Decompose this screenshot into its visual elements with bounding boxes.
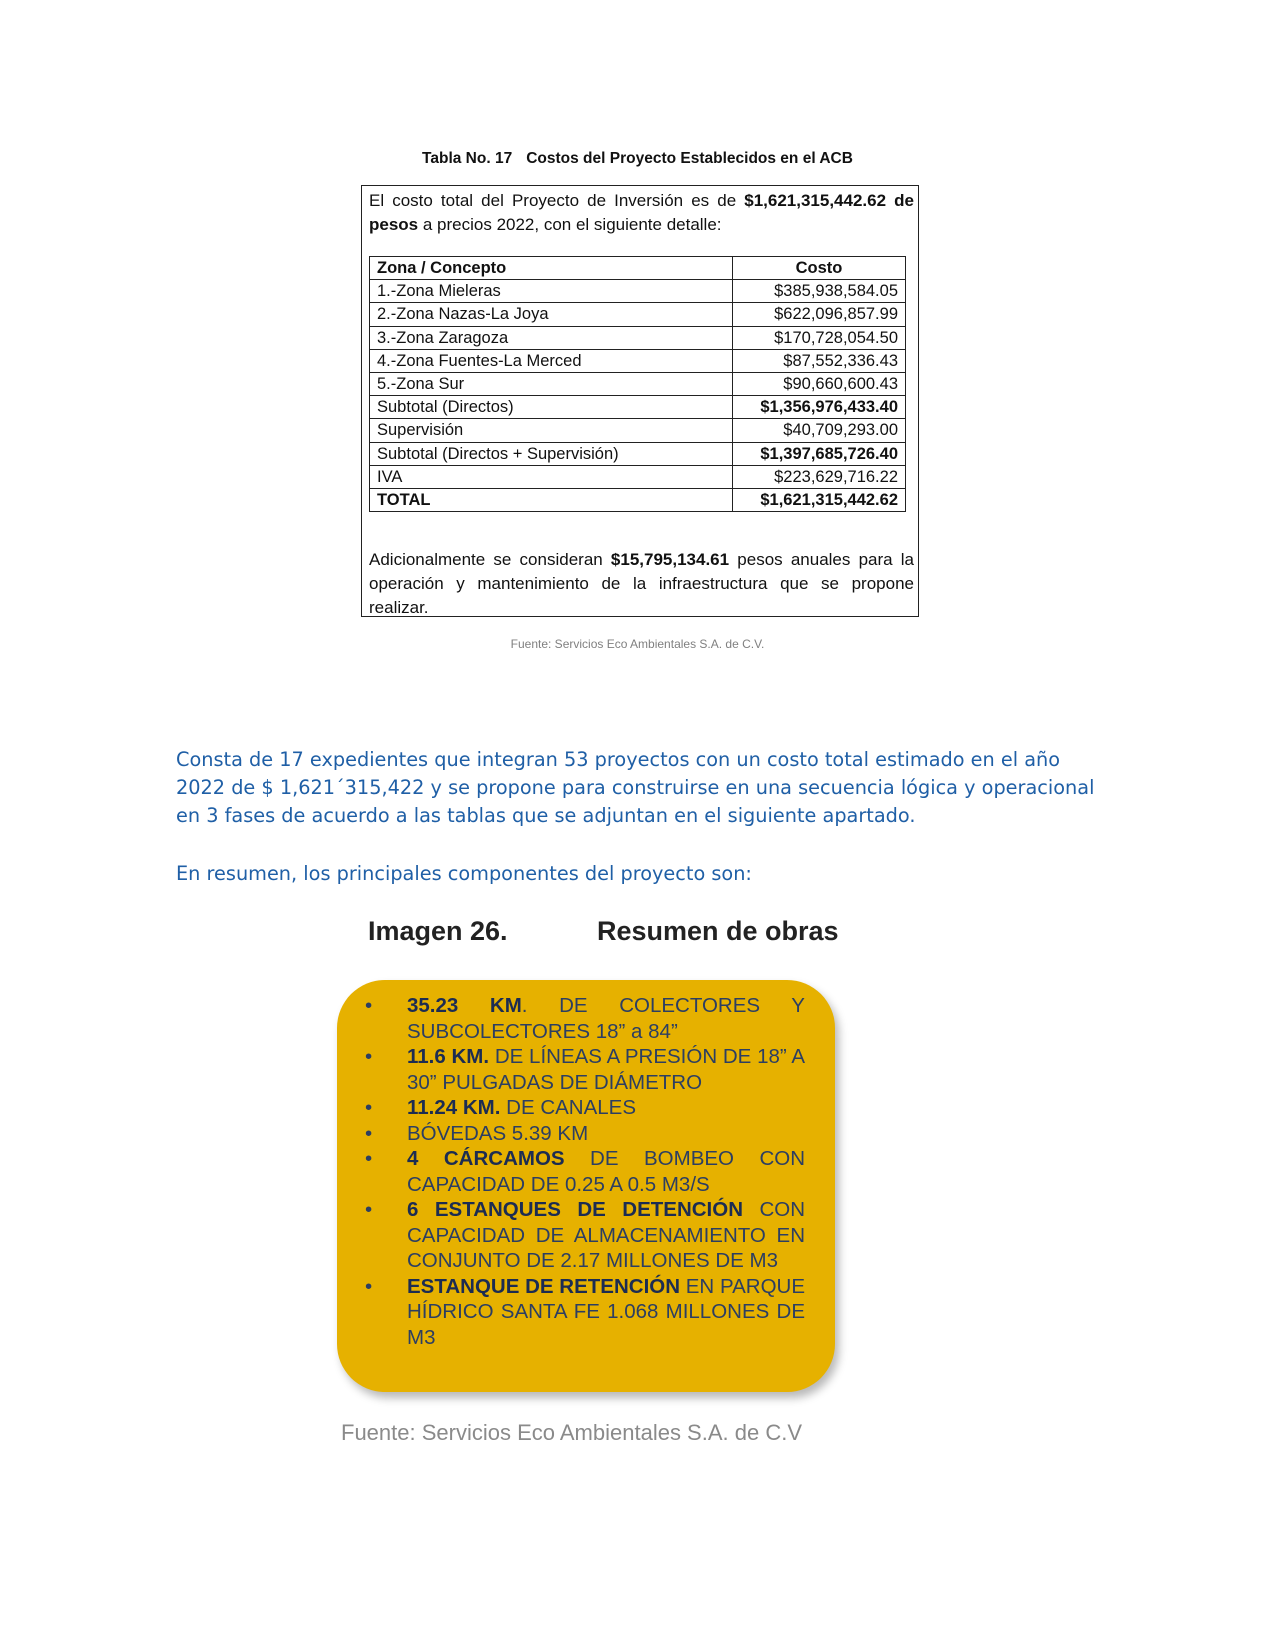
bullet-icon: • [365,1274,373,1298]
extra-text-end: pesos anuales para la operación y mantenimiento de la infraestructura que se propone realizar. [369,550,915,617]
summary-item-text: DE CANALES [500,1096,637,1119]
cell-cost: $40,709,293.00 [733,419,906,442]
cell-cost: $223,629,716.22 [733,465,906,488]
additional-cost-note [369,548,914,620]
summary-item [365,1146,805,1197]
summary-item [365,1121,805,1147]
cell-cost: $170,728,054.50 [733,326,906,349]
table-caption [0,150,1275,168]
summary-item-text: DE LÍNEAS A PRESIÓN DE 18” A 30” PULGADAS DE DIÁMETRO [407,1045,805,1094]
cell-concept: 5.-Zona Sur [370,372,733,395]
cell-concept: 3.-Zona Zaragoza [370,326,733,349]
cost-intro [369,189,914,237]
cell-concept: 4.-Zona Fuentes-La Merced [370,349,733,372]
cell-concept: TOTAL [370,488,733,511]
cell-cost: $1,621,315,442.62 [733,488,906,511]
summary-item [365,1044,805,1095]
intro-text: El costo total del Proyecto de Inversión es de [369,191,745,210]
cell-cost: $1,356,976,433.40 [733,396,906,419]
bullet-icon: • [365,1045,373,1068]
table-row [370,442,906,465]
cell-concept: Subtotal (Directos + Supervisión) [370,442,733,465]
cell-concept: 1.-Zona Mieleras [370,280,733,303]
extra-amount: $15,795,134.61 [610,550,730,569]
cell-cost: $622,096,857.99 [733,303,906,326]
summary-item-highlight: 11.6 KM. [407,1045,490,1068]
intro-text-end: a precios 2022, con el siguiente detalle: [418,215,722,234]
bullet-icon: • [365,1198,373,1221]
table-row [370,349,906,372]
cell-cost: $385,938,584.05 [733,280,906,303]
body-paragraph-costs: Consta de 17 expedientes que integran 53 proyectos con un costo total estimado en el año 2022 de $ 1,621´315,422 y se propone para construirse en una secuencia lógica y operacional en 3 fases de acuerdo a las tablas que se adjuntan en el siguiente apartado. [176,748,1095,827]
cell-concept: Supervisión [370,419,733,442]
image-number: Imagen 26. [368,916,508,946]
summary-item-highlight: ESTANQUE DE RETENCIÓN [407,1274,681,1298]
table-row [370,372,906,395]
table-row [370,488,906,511]
summary-item [365,1095,805,1121]
extra-text: Adicionalmente se consideran [369,550,611,569]
cost-table [369,256,906,512]
summary-list [365,993,805,1350]
body-paragraph-summary: En resumen, los principales componentes del proyecto son: [176,862,752,885]
summary-item-highlight: 11.24 KM. [407,1096,501,1119]
intro-amount: $1,621,315,442.62 de pesos [369,191,914,234]
image-caption: Resumen de obras [597,916,839,946]
cell-concept: Subtotal (Directos) [370,396,733,419]
summary-item-highlight: 6 ESTANQUES DE DETENCIÓN [407,1198,743,1221]
cell-cost: $90,660,600.43 [733,372,906,395]
summary-item [365,1274,805,1351]
cell-concept: IVA [370,465,733,488]
table-row [370,280,906,303]
summary-item-highlight: 35.23 KM [407,994,522,1017]
cell-cost: $87,552,336.43 [733,349,906,372]
table-row [370,326,906,349]
summary-item-text: BÓVEDAS 5.39 KM [407,1121,589,1145]
cell-cost: $1,397,685,726.40 [733,442,906,465]
summary-item-text: CON CAPACIDAD DE ALMACENAMIENTO EN CONJUNTO DE 2.17 MILLONES DE M3 [407,1198,805,1272]
summary-item-highlight: 4 CÁRCAMOS [407,1147,565,1170]
table-row [370,465,906,488]
table-source: Fuente: Servicios Eco Ambientales S.A. de C.V. [510,637,765,651]
summary-item-text: . DE COLECTORES Y SUBCOLECTORES 18” a 84” [407,994,805,1043]
summary-item-text: DE BOMBEO CON CAPACIDAD DE 0.25 A 0.5 M3/S [407,1147,805,1196]
table-number: Tabla No. 17 [422,150,513,167]
cost-table-frame [361,185,919,617]
bullet-icon: • [365,1121,373,1145]
table-row [370,396,906,419]
bullet-icon: • [365,994,373,1017]
table-row [370,419,906,442]
cell-concept: 2.-Zona Nazas-La Joya [370,303,733,326]
table-row [370,303,906,326]
table-caption-text: Costos del Proyecto Establecidos en el ACB [526,150,853,167]
header-concept: Zona / Concepto [370,257,733,280]
table-header-row [370,257,906,280]
summary-item [365,1197,805,1274]
image-source: Fuente: Servicios Eco Ambientales S.A. de C.V [341,1420,803,1445]
summary-item [365,993,805,1044]
bullet-icon: • [365,1147,373,1170]
summary-panel [337,980,835,1392]
bullet-icon: • [365,1096,373,1119]
header-cost: Costo [733,257,906,280]
summary-item-text: EN PARQUE HÍDRICO SANTA FE 1.068 MILLONES DE M3 [407,1274,805,1349]
